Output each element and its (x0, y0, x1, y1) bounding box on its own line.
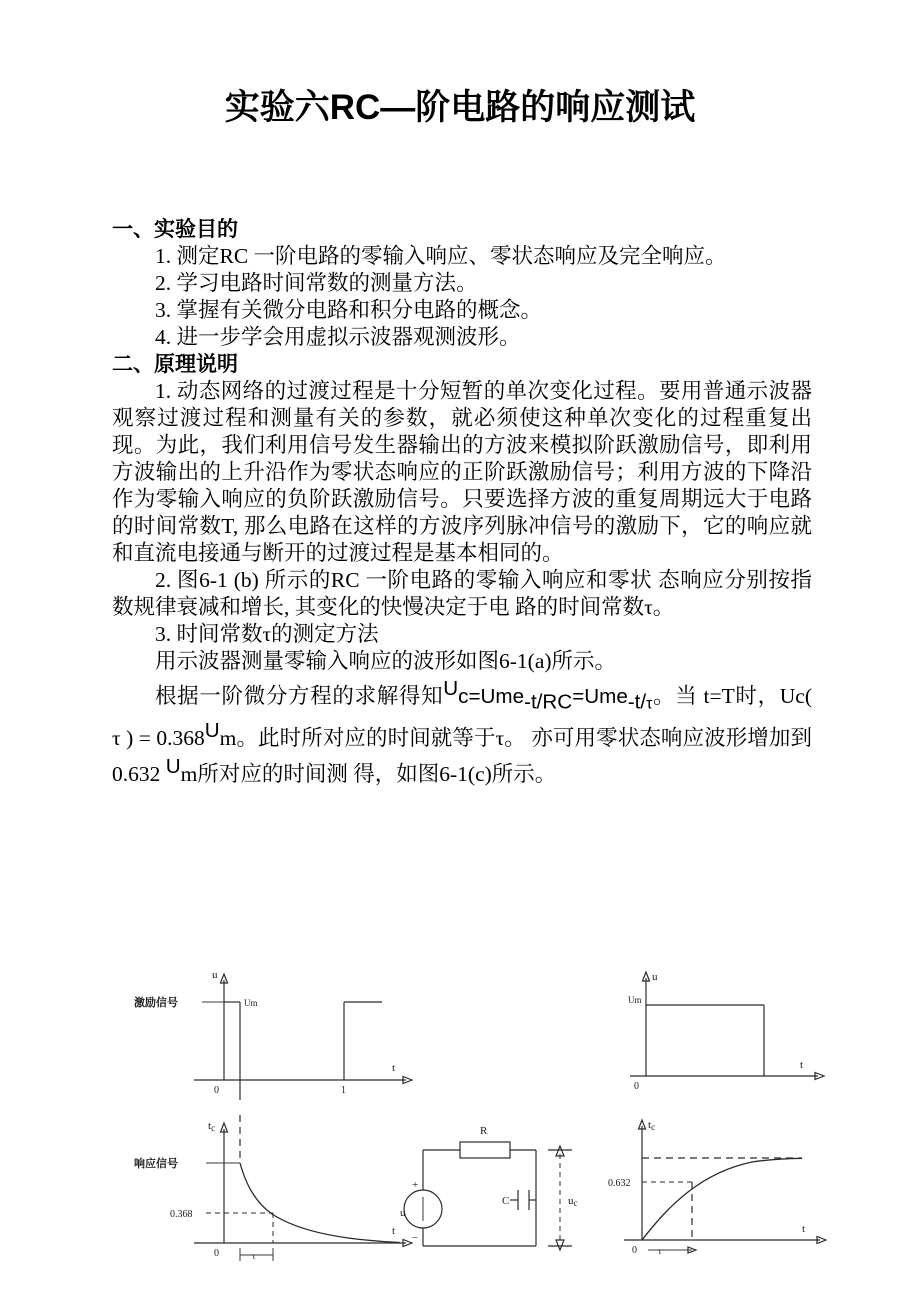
tau-tail-prefix: 零状态响应波形增加到0.632 (112, 726, 812, 786)
x-axis-label: t (800, 1059, 804, 1071)
principle-item-3: 3. 时间常数τ的测定方法 (155, 622, 379, 646)
figure-zero-state-response (606, 1112, 846, 1282)
tau-tail-suffix: m所对应的时间测 得，如图6- (180, 761, 458, 786)
tau-value-prefix: 时，Uc( τ ) = 0.368 (112, 684, 812, 751)
formula-exponent-rc: -t/RC (524, 690, 573, 714)
capacitor-label: C (502, 1195, 510, 1207)
origin-label: 0 (632, 1245, 637, 1256)
figure-excitation-signal (116, 952, 416, 1102)
y-axis-label: u (652, 971, 658, 983)
resistor-label: R (480, 1125, 488, 1137)
origin-label: 0 (634, 1081, 639, 1092)
objective-item-2: 2. 学习电路时间常数的测量方法。 (155, 271, 478, 295)
tau-label: τ (252, 1251, 256, 1261)
source-plus-label: + (412, 1179, 419, 1191)
level-label-0632: 0.632 (608, 1178, 631, 1189)
page-title: 实验六RC—阶电路的响应测试 (224, 88, 696, 127)
x-axis-label: t (392, 1062, 396, 1074)
objective-item-1: 1. 测定RC 一阶电路的零输入响应、零状态响应及完全响应。 (155, 244, 727, 268)
y-axis-label: u (212, 969, 218, 981)
tau-value-suffix: m。此时所对应的时间就等于τ。 亦可用 (219, 726, 597, 751)
amplitude-label: Um (244, 998, 258, 1008)
principle-item-2: 2. 图6-1 (b) 所示的RC 一阶电路的零输入响应和零状 态响应分别按指数规律衰减和增长, 其变化的快慢决定于电 路的时间常数τ。 (112, 568, 812, 619)
principle-item-1: 1. 动态网络的过渡过程是十分短暂的单次变化过程。要用普通示波器观察过渡过程和测量有关的参数，就必须使这种单次变化的过程重复出现。为此，我们利用信号发生器输出的方波来模拟阶跃激励信号，即利用方波输出的上升沿作为零状态响应的正阶跃激励信号；利用方波的下降沿作为零输入响应的负阶跃激励信号。只要选择方波的重复周期远大于电路的时间常数T, 那么电路在这样的方波序列脉冲信号的激励下，它的响应就和直流电接通与断开的过渡过程是基本相同的。 (112, 379, 812, 565)
excitation-signal-label: 激励信号 (134, 997, 178, 1009)
source-minus-label: – (412, 1231, 418, 1243)
figure-group-6-1 (108, 952, 844, 1292)
tau-label: τ (658, 1246, 662, 1256)
x-axis-label: t (802, 1223, 806, 1235)
document-body (112, 216, 812, 788)
figure-step-excitation (610, 952, 840, 1102)
y-axis-label: tc (648, 1119, 656, 1132)
section-heading-objectives: 一、实验目的 (112, 218, 238, 241)
tau-formula-paragraph (112, 675, 812, 788)
formula-tau-symbol: τ (646, 695, 653, 713)
figure-zero-input-response (116, 1115, 419, 1285)
y-axis-label: tc (208, 1120, 216, 1133)
response-signal-label: 响应信号 (134, 1158, 178, 1170)
origin-label: 0 (214, 1248, 219, 1259)
formula-suffix: 。当 t=T (652, 684, 735, 709)
origin-label: 0 (214, 1085, 219, 1096)
section-heading-principle: 二、原理说明 (112, 353, 238, 376)
source-label: u (400, 1207, 406, 1219)
tau-tail-u-superscript: U (165, 754, 181, 778)
tick-label-1: 1 (341, 1085, 346, 1096)
x-axis-label: t (392, 1225, 396, 1237)
formula-equals-term: =Ume (572, 685, 628, 709)
objective-item-4: 4. 进一步学会用虚拟示波器观测波形。 (155, 325, 521, 349)
figure-rc-circuit (398, 1124, 603, 1284)
level-label-0368: 0.368 (170, 1209, 193, 1220)
tau-value-u-superscript: U (204, 719, 220, 743)
output-voltage-label: uc (568, 1195, 578, 1208)
formula-u-superscript: U (443, 677, 459, 700)
tau-tail-final: 1(c)所示。 (457, 761, 557, 786)
tau-waveform-line: 用示波器测量零输入响应的波形如图6-1(a)所示。 (155, 649, 617, 673)
amplitude-label: Um (628, 995, 642, 1005)
formula-prefix: 根据一阶微分方程的求解得知 (155, 684, 444, 709)
formula-exponent-tau: -t/ (627, 690, 647, 714)
objective-item-3: 3. 掌握有关微分电路和积分电路的概念。 (155, 298, 543, 322)
formula-c-term: c=Ume (458, 685, 525, 709)
